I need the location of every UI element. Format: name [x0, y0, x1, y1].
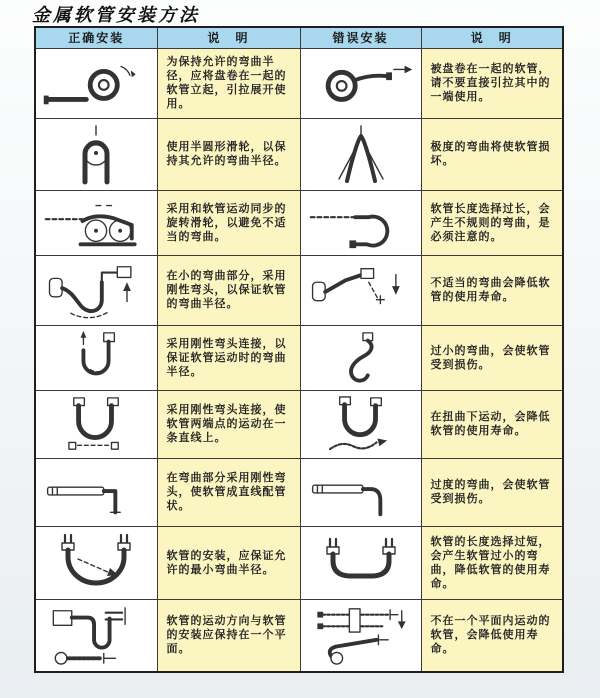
correct-description: 采用刚性弯头连接，以保证软管运动时的弯曲半径。	[157, 325, 300, 390]
table-row	[35, 190, 563, 255]
correct-description: 在弯曲部分采用刚性弯头，使软管成直线配管状。	[157, 458, 300, 526]
header-correct-desc: 说 明	[157, 27, 300, 48]
table-row	[35, 599, 563, 672]
wrong-illustration-cell	[300, 325, 421, 390]
table-row	[35, 118, 563, 190]
improper-bend-illustration	[305, 259, 417, 321]
out-of-plane-motion-illustration	[305, 603, 417, 667]
one-plane-motion-illustration	[40, 603, 152, 667]
rigid-elbow-small-bend-illustration	[40, 259, 152, 321]
wrong-description: 过小的弯曲，会使软管受到损伤。	[421, 325, 563, 390]
wrong-description: 在扭曲下运动，会降低软管的使用寿命。	[421, 390, 563, 458]
table-row	[35, 325, 563, 390]
excessive-corner-bend-illustration	[305, 462, 417, 522]
table-row	[35, 255, 563, 325]
wrong-description: 过度的弯曲，会使软管受到损伤。	[421, 458, 563, 526]
correct-description: 采用和软管运动同步的旋转滑轮，以避免不适当的弯曲。	[157, 190, 300, 255]
minimum-bend-radius-u-illustration	[40, 531, 152, 595]
twisted-motion-illustration	[305, 394, 417, 454]
pulley-hose-illustration	[40, 123, 152, 185]
correct-illustration-cell	[35, 526, 157, 599]
wrong-illustration-cell	[300, 599, 421, 672]
wrong-illustration-cell	[300, 526, 421, 599]
page-title: 金属软管安装方法	[32, 5, 200, 26]
wrong-illustration-cell	[300, 190, 421, 255]
header-correct-install: 正确安装	[35, 27, 157, 48]
coil-pulled-end-illustration	[305, 53, 417, 113]
table-row	[35, 390, 563, 458]
table-row	[35, 48, 563, 118]
correct-illustration-cell	[35, 255, 157, 325]
wrong-description: 不在一个平面内运动的软管，会降低使用寿命。	[421, 599, 563, 672]
small-bend-hook-illustration	[305, 329, 417, 387]
wrong-illustration-cell	[300, 118, 421, 190]
header-wrong-desc: 说 明	[421, 27, 563, 48]
wrong-illustration-cell	[300, 255, 421, 325]
header-row	[35, 27, 563, 48]
correct-description: 软管的安装，应保证允许的最小弯曲半径。	[157, 526, 300, 599]
wrong-illustration-cell	[300, 48, 421, 118]
correct-illustration-cell	[35, 190, 157, 255]
correct-description: 为保持允许的弯曲半径，应将盘卷在一起的软管立起，引拉展开使用。	[157, 48, 300, 118]
u-hose-straight-line-motion-illustration	[40, 394, 152, 454]
wrong-description: 被盘卷在一起的软管，请不要直接引拉其中的一端使用。	[421, 48, 563, 118]
correct-description: 在小的弯曲部分，采用刚性弯头，以保证软管的弯曲半径。	[157, 255, 300, 325]
wrong-description: 软管的长度选择过短，会产生软管过小的弯曲，降低软管的使用寿命。	[421, 526, 563, 599]
sharp-bend-illustration	[305, 123, 417, 185]
correct-description: 使用半圆形滑轮，以保持其允许的弯曲半径。	[157, 118, 300, 190]
correct-illustration-cell	[35, 458, 157, 526]
correct-illustration-cell	[35, 118, 157, 190]
too-short-flat-u-illustration	[305, 531, 417, 595]
header-wrong-install: 错误安装	[300, 27, 421, 48]
rotating-pulleys-illustration	[40, 194, 152, 252]
straight-piping-elbow-illustration	[40, 462, 152, 522]
wrong-illustration-cell	[300, 458, 421, 526]
wrong-description: 软管长度选择过长，会产生不规则的弯曲，是必须注意的。	[421, 190, 563, 255]
installation-method-table	[34, 26, 564, 673]
wrong-description: 不适当的弯曲会降低软管的使用寿命。	[421, 255, 563, 325]
rigid-elbow-connection-illustration	[40, 329, 152, 387]
coil-uncoil-illustration	[40, 53, 152, 113]
table-row	[35, 526, 563, 599]
table-row	[35, 458, 563, 526]
correct-illustration-cell	[35, 599, 157, 672]
wrong-description: 极度的弯曲将使软管损坏。	[421, 118, 563, 190]
wrong-illustration-cell	[300, 390, 421, 458]
correct-illustration-cell	[35, 325, 157, 390]
correct-illustration-cell	[35, 48, 157, 118]
correct-description: 采用刚性弯头连接，使软管两端点的运动在一条直线上。	[157, 390, 300, 458]
irregular-loop-illustration	[305, 194, 417, 252]
correct-illustration-cell	[35, 390, 157, 458]
correct-description: 软管的运动方向与软管的安装应保持在一个平面。	[157, 599, 300, 672]
